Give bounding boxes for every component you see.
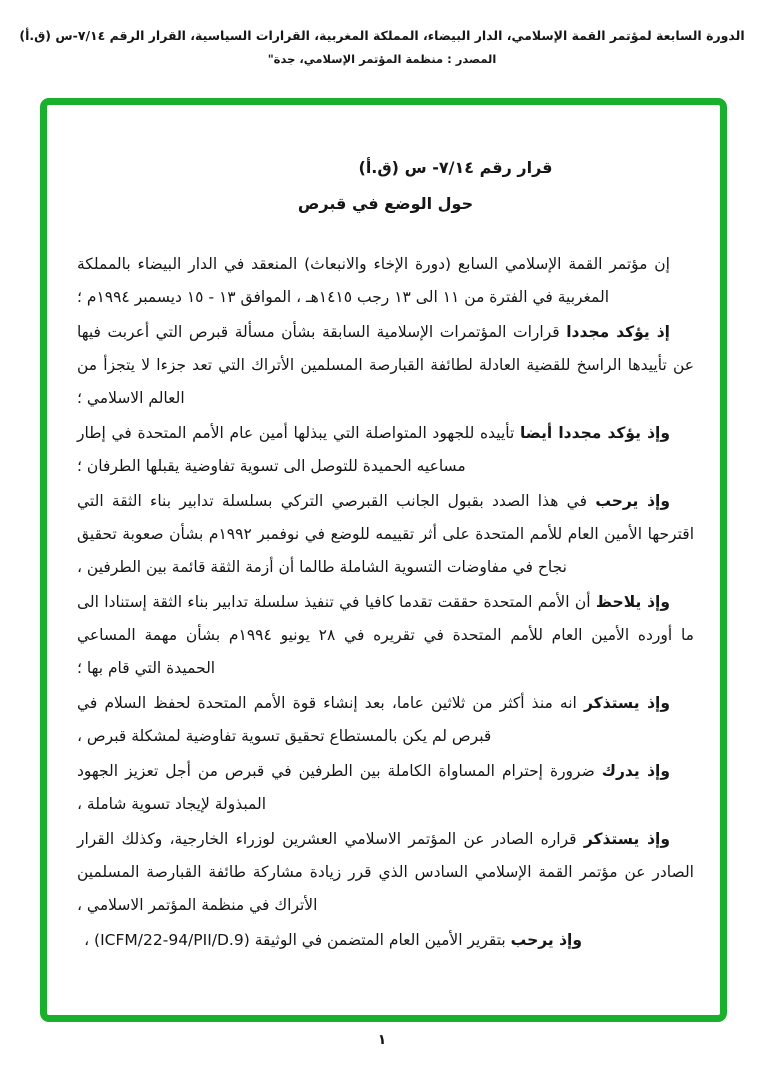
resolution-frame	[40, 98, 727, 1022]
resolution-number: قرار رقم ٧/١٤- س (ق.أ)	[358, 158, 553, 177]
paragraph-lead: وإذ يستذكر	[583, 830, 670, 848]
paragraph-lead: وإذ يرحب	[510, 931, 582, 949]
paragraph-text: قرارات المؤتمرات الإسلامية السابقة بشأن مسألة قبرص التي أعربت فيها عن تأييدها الراسخ للقضية العادلة لطائفة القبارصة المسلمين الأتراك التي تعد جزءا لا يتجزأ من العالم الاسلامي ؛	[77, 323, 694, 407]
paragraph-text: أن الأمم المتحدة حققت تقدما كافيا في تنفيذ سلسلة تدابير بناء الثقة إستنادا الى ما أورده الأمين العام للأمم المتحدة في تقريره في ٢٨ يونيو ١٩٩٤م بشأن مهمة المساعي الحميدة التي قام بها ؛	[77, 593, 694, 677]
resolution-paragraph	[77, 586, 694, 685]
paragraph-text: في هذا الصدد بقبول الجانب القبرصي التركي بسلسلة تدابير بناء الثقة التي اقترحها الأمين العام للأمم المتحدة على أثر تقييمه للوضع في نوفمبر ١٩٩٢م بشأن صعوبة تحقيق نجاح في مفاوضات التسوية الشاملة طالما أن أزمة الثقة قائمة بين الطرفين ،	[77, 492, 694, 576]
paragraph-lead: وإذ يرحب	[595, 492, 671, 510]
paragraph-text: بتقرير الأمين العام المتضمن في الوثيقة (ICFM/22-94/PII/D.9) ،	[84, 931, 506, 949]
resolution-title-block	[77, 157, 694, 215]
resolution-paragraph	[77, 924, 694, 957]
paragraph-lead: وإذ يلاحظ	[595, 593, 670, 611]
page-number: ١	[377, 1032, 387, 1048]
paragraph-text: قراره الصادر عن المؤتمر الاسلامي العشرين لوزراء الخارجية، وكذلك القرار الصادر عن مؤتمر القمة الإسلامي السادس الذي قرر زيادة مشاركة طائفة القبارصة المسلمين الأتراك في منظمة المؤتمر الاسلامي ،	[77, 830, 694, 914]
resolution-paragraph	[77, 417, 694, 483]
header-source: المصدر : منظمة المؤتمر الإسلامي، جدة"	[267, 52, 497, 66]
paragraph-text: إن مؤتمر القمة الإسلامي السابع (دورة الإخاء والانبعاث) المنعقد في الدار البيضاء بالمملكة المغربية في الفترة من ١١ الى ١٣ رجب ١٤١٥هـ ، الموافق ١٣ - ١٥ ديسمبر ١٩٩٤م ؛	[77, 255, 670, 306]
resolution-paragraph	[77, 823, 694, 922]
paragraph-text: انه منذ أكثر من ثلاثين عاما، بعد إنشاء قوة الأمم المتحدة لحفظ السلام في قبرص لم يكن بالمستطاع تحقيق تسوية تفاوضية لمشكلة قبرص ،	[77, 694, 577, 745]
resolution-paragraph	[77, 687, 694, 753]
resolution-paragraph	[77, 485, 694, 584]
paragraph-lead: وإذ يؤكد مجددا أيضا	[519, 424, 671, 442]
paragraph-text: ضرورة إحترام المساواة الكاملة بين الطرفين في قبرص من أجل تعزيز الجهود المبذولة لإيجاد تسوية شاملة ،	[77, 762, 595, 813]
resolution-subject: حول الوضع في قبرص	[297, 194, 474, 213]
resolution-paragraph	[77, 755, 694, 821]
resolution-body	[77, 248, 694, 957]
document-header	[0, 28, 764, 66]
paragraph-lead: وإذ يدرك	[601, 762, 670, 780]
paragraph-lead: إذ يؤكد مجددا	[566, 323, 670, 341]
resolution-paragraph	[77, 248, 694, 314]
header-citation: الدورة السابعة لمؤتمر القمة الإسلامي، الدار البيضاء، المملكة المغربية، القرارات السياسية، القرار الرقم ٧/١٤-س (ق.أ)	[19, 28, 745, 43]
resolution-paragraph	[77, 316, 694, 415]
resolution-content	[47, 105, 720, 957]
paragraph-text: تأييده للجهود المتواصلة التي يبذلها أمين عام الأمم المتحدة في إطار مساعيه الحميدة للتوصل الى تسوية تفاوضية يقبلها الطرفان ؛	[77, 424, 515, 475]
paragraph-lead: وإذ يستذكر	[583, 694, 671, 712]
